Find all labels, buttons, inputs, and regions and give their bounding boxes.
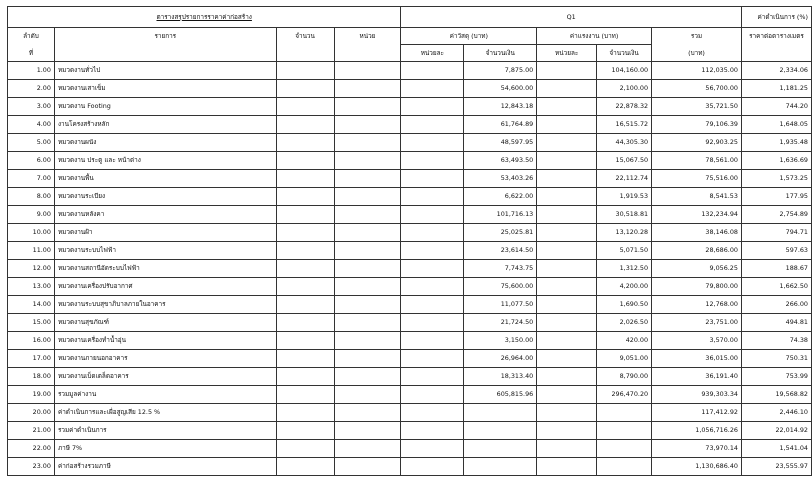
row-number: 19.00 xyxy=(8,386,55,404)
table-row xyxy=(8,314,812,332)
row-number: 1.00 xyxy=(8,62,55,80)
row-labor-amount: 1,690.50 xyxy=(597,296,652,314)
row-labor-unit-price xyxy=(537,188,597,206)
row-unit xyxy=(334,188,401,206)
row-unit xyxy=(334,206,401,224)
row-labor-amount: 4,200.00 xyxy=(597,278,652,296)
row-number: 8.00 xyxy=(8,188,55,206)
material-amount-header: จำนวนเงิน xyxy=(464,45,537,62)
row-per-sqm: 744.20 xyxy=(741,98,811,116)
row-material-unit-price xyxy=(401,116,464,134)
row-total: 75,516.00 xyxy=(652,170,742,188)
row-qty xyxy=(276,242,334,260)
row-unit xyxy=(334,80,401,98)
row-qty xyxy=(276,224,334,242)
row-per-sqm: 1,573.25 xyxy=(741,170,811,188)
row-per-sqm: 19,568.82 xyxy=(741,386,811,404)
row-material-amount: 21,724.50 xyxy=(464,314,537,332)
row-unit xyxy=(334,224,401,242)
row-number: 4.00 xyxy=(8,116,55,134)
row-qty xyxy=(276,98,334,116)
row-number: 3.00 xyxy=(8,98,55,116)
table-row xyxy=(8,224,812,242)
row-total: 56,700.00 xyxy=(652,80,742,98)
row-number: 10.00 xyxy=(8,224,55,242)
row-material-unit-price xyxy=(401,314,464,332)
row-number: 18.00 xyxy=(8,368,55,386)
row-total: 79,800.00 xyxy=(652,278,742,296)
table-row xyxy=(8,206,812,224)
row-qty xyxy=(276,296,334,314)
row-qty xyxy=(276,206,334,224)
row-total: 28,686.00 xyxy=(652,242,742,260)
table-row xyxy=(8,458,812,476)
row-material-unit-price xyxy=(401,368,464,386)
row-material-unit-price xyxy=(401,134,464,152)
row-qty xyxy=(276,422,334,440)
row-labor-amount xyxy=(597,404,652,422)
row-material-amount xyxy=(464,422,537,440)
row-material-unit-price xyxy=(401,440,464,458)
row-labor-amount: 16,515.72 xyxy=(597,116,652,134)
row-item: หมวดงานสุขภัณฑ์ xyxy=(54,314,276,332)
row-total: 132,234.94 xyxy=(652,206,742,224)
row-labor-unit-price xyxy=(537,422,597,440)
table-title: ตารางสรุปรายการราคาค่าก่อสร้าง xyxy=(8,7,401,28)
row-labor-amount: 2,100.00 xyxy=(597,80,652,98)
row-total: 78,561.00 xyxy=(652,152,742,170)
row-labor-amount: 44,305.30 xyxy=(597,134,652,152)
row-material-amount: 6,622.00 xyxy=(464,188,537,206)
material-unit-price-header: หน่วยละ xyxy=(401,45,464,62)
row-material-unit-price xyxy=(401,386,464,404)
row-material-unit-price xyxy=(401,206,464,224)
row-number: 16.00 xyxy=(8,332,55,350)
row-material-amount: 61,764.89 xyxy=(464,116,537,134)
row-total: 38,146.08 xyxy=(652,224,742,242)
row-number: 7.00 xyxy=(8,170,55,188)
row-labor-unit-price xyxy=(537,440,597,458)
row-qty xyxy=(276,350,334,368)
row-unit xyxy=(334,242,401,260)
row-unit xyxy=(334,422,401,440)
row-labor-unit-price xyxy=(537,278,597,296)
row-total: 35,721.50 xyxy=(652,98,742,116)
row-labor-unit-price xyxy=(537,368,597,386)
row-total: 112,035.00 xyxy=(652,62,742,80)
row-qty xyxy=(276,368,334,386)
row-labor-unit-price xyxy=(537,152,597,170)
row-material-amount: 25,025.81 xyxy=(464,224,537,242)
col-per-sqm-header-blank xyxy=(741,45,811,62)
row-per-sqm: 494.81 xyxy=(741,314,811,332)
row-number: 20.00 xyxy=(8,404,55,422)
table-row xyxy=(8,170,812,188)
row-total: 12,768.00 xyxy=(652,296,742,314)
row-total: 36,191.40 xyxy=(652,368,742,386)
row-number: 15.00 xyxy=(8,314,55,332)
row-qty xyxy=(276,116,334,134)
row-item: ภาษี 7% xyxy=(54,440,276,458)
table-row xyxy=(8,242,812,260)
row-material-amount: 101,716.13 xyxy=(464,206,537,224)
row-unit xyxy=(334,314,401,332)
row-item: หมวดงานระบบไฟฟ้า xyxy=(54,242,276,260)
table-row xyxy=(8,368,812,386)
row-labor-unit-price xyxy=(537,314,597,332)
row-item: หมวดงานภายนอกอาคาร xyxy=(54,350,276,368)
row-material-unit-price xyxy=(401,152,464,170)
row-unit xyxy=(334,116,401,134)
row-material-amount: 63,493.50 xyxy=(464,152,537,170)
row-labor-amount: 22,112.74 xyxy=(597,170,652,188)
row-per-sqm: 177.95 xyxy=(741,188,811,206)
row-number: 21.00 xyxy=(8,422,55,440)
row-labor-amount: 9,051.00 xyxy=(597,350,652,368)
row-material-amount xyxy=(464,458,537,476)
row-item: งานโครงสร้างหลัก xyxy=(54,116,276,134)
row-per-sqm: 1,648.05 xyxy=(741,116,811,134)
row-per-sqm: 74.38 xyxy=(741,332,811,350)
row-per-sqm: 188.67 xyxy=(741,260,811,278)
row-labor-amount xyxy=(597,458,652,476)
row-total: 1,056,716.26 xyxy=(652,422,742,440)
row-unit xyxy=(334,278,401,296)
row-material-unit-price xyxy=(401,260,464,278)
row-labor-amount: 13,120.28 xyxy=(597,224,652,242)
row-item: หมวดงานเครื่องทำน้ำอุ่น xyxy=(54,332,276,350)
row-number: 2.00 xyxy=(8,80,55,98)
row-labor-unit-price xyxy=(537,206,597,224)
row-qty xyxy=(276,458,334,476)
row-labor-unit-price xyxy=(537,458,597,476)
row-labor-unit-price xyxy=(537,386,597,404)
row-material-unit-price xyxy=(401,80,464,98)
row-labor-amount xyxy=(597,422,652,440)
row-number: 14.00 xyxy=(8,296,55,314)
row-number: 17.00 xyxy=(8,350,55,368)
row-item: หมวดงานระเบียง xyxy=(54,188,276,206)
row-total: 117,412.92 xyxy=(652,404,742,422)
table-row xyxy=(8,80,812,98)
row-labor-amount: 1,312.50 xyxy=(597,260,652,278)
row-labor-unit-price xyxy=(537,260,597,278)
row-labor-unit-price xyxy=(537,62,597,80)
col-material-header: ค่าวัสดุ (บาท) xyxy=(401,28,537,45)
row-item: หมวดงานหลังคา xyxy=(54,206,276,224)
row-material-unit-price xyxy=(401,422,464,440)
row-labor-unit-price xyxy=(537,242,597,260)
row-unit xyxy=(334,134,401,152)
row-unit xyxy=(334,332,401,350)
table-row xyxy=(8,134,812,152)
row-labor-amount: 8,790.00 xyxy=(597,368,652,386)
row-item: หมวดงานพื้น xyxy=(54,170,276,188)
row-total: 36,015.00 xyxy=(652,350,742,368)
row-item: หมวดงานระบบสุขาภิบาลภายในอาคาร xyxy=(54,296,276,314)
table-row xyxy=(8,152,812,170)
row-total: 23,751.00 xyxy=(652,314,742,332)
row-labor-unit-price xyxy=(537,80,597,98)
row-unit xyxy=(334,170,401,188)
row-material-amount: 11,077.50 xyxy=(464,296,537,314)
row-per-sqm: 1,541.04 xyxy=(741,440,811,458)
row-item: หมวดงาน Footing xyxy=(54,98,276,116)
row-number: 5.00 xyxy=(8,134,55,152)
row-per-sqm: 1,935.48 xyxy=(741,134,811,152)
row-qty xyxy=(276,386,334,404)
row-labor-amount: 22,878.32 xyxy=(597,98,652,116)
cost-summary-table xyxy=(7,6,812,476)
row-material-unit-price xyxy=(401,332,464,350)
row-item: รวมมูลค่างาน xyxy=(54,386,276,404)
row-material-amount: 53,403.26 xyxy=(464,170,537,188)
row-unit xyxy=(334,350,401,368)
col-labor-header: ค่าแรงงาน (บาท) xyxy=(537,28,652,45)
row-qty xyxy=(276,404,334,422)
row-qty xyxy=(276,170,334,188)
col-no-header: ลำดับ xyxy=(8,28,55,45)
row-labor-amount xyxy=(597,440,652,458)
labor-unit-price-header: หน่วยละ xyxy=(537,45,597,62)
row-unit xyxy=(334,458,401,476)
row-labor-unit-price xyxy=(537,296,597,314)
row-qty xyxy=(276,80,334,98)
table-row xyxy=(8,98,812,116)
row-material-unit-price xyxy=(401,62,464,80)
row-material-amount: 26,964.00 xyxy=(464,350,537,368)
row-unit xyxy=(334,62,401,80)
row-qty xyxy=(276,62,334,80)
period-header: Q1 xyxy=(401,7,742,28)
row-number: 13.00 xyxy=(8,278,55,296)
row-item: หมวดงาน ประตู และ หน้าต่าง xyxy=(54,152,276,170)
col-total-header: รวม xyxy=(652,28,742,45)
row-labor-unit-price xyxy=(537,98,597,116)
row-per-sqm: 794.71 xyxy=(741,224,811,242)
row-material-unit-price xyxy=(401,98,464,116)
row-labor-amount: 296,470.20 xyxy=(597,386,652,404)
row-material-amount: 75,600.00 xyxy=(464,278,537,296)
row-material-unit-price xyxy=(401,170,464,188)
row-per-sqm: 1,662.50 xyxy=(741,278,811,296)
row-item: หมวดงานเสาเข็ม xyxy=(54,80,276,98)
row-labor-amount: 1,919.53 xyxy=(597,188,652,206)
table-row xyxy=(8,386,812,404)
row-material-amount: 48,597.95 xyxy=(464,134,537,152)
table-row xyxy=(8,440,812,458)
table-row xyxy=(8,332,812,350)
table-row xyxy=(8,116,812,134)
table-row xyxy=(8,422,812,440)
row-per-sqm: 753.99 xyxy=(741,368,811,386)
row-total: 8,541.53 xyxy=(652,188,742,206)
row-labor-amount: 5,071.50 xyxy=(597,242,652,260)
row-labor-unit-price xyxy=(537,134,597,152)
row-qty xyxy=(276,188,334,206)
row-qty xyxy=(276,332,334,350)
row-labor-amount: 420.00 xyxy=(597,332,652,350)
col-total-unit-header: (บาท) xyxy=(652,45,742,62)
row-unit xyxy=(334,440,401,458)
row-qty xyxy=(276,278,334,296)
row-material-unit-price xyxy=(401,242,464,260)
cost-percent-header: ค่าดำเนินการ (%) xyxy=(741,7,811,28)
col-unit-header-blank xyxy=(334,45,401,62)
row-item: หมวดงานสถานีอัดระบบไฟฟ้า xyxy=(54,260,276,278)
row-qty xyxy=(276,134,334,152)
row-material-amount xyxy=(464,404,537,422)
row-material-amount: 23,614.50 xyxy=(464,242,537,260)
row-total: 1,130,686.40 xyxy=(652,458,742,476)
row-number: 6.00 xyxy=(8,152,55,170)
table-row xyxy=(8,404,812,422)
row-material-amount: 3,150.00 xyxy=(464,332,537,350)
col-item-header-blank xyxy=(54,45,276,62)
row-per-sqm: 597.63 xyxy=(741,242,811,260)
row-per-sqm: 2,446.10 xyxy=(741,404,811,422)
row-unit xyxy=(334,368,401,386)
row-labor-unit-price xyxy=(537,224,597,242)
row-labor-amount: 104,160.00 xyxy=(597,62,652,80)
row-item: หมวดงานผนัง xyxy=(54,134,276,152)
row-material-unit-price xyxy=(401,350,464,368)
row-qty xyxy=(276,440,334,458)
row-total: 73,970.14 xyxy=(652,440,742,458)
row-qty xyxy=(276,260,334,278)
row-per-sqm: 2,334.06 xyxy=(741,62,811,80)
row-item: หมวดงานฝ้า xyxy=(54,224,276,242)
row-number: 12.00 xyxy=(8,260,55,278)
row-labor-amount: 15,067.50 xyxy=(597,152,652,170)
row-per-sqm: 1,181.25 xyxy=(741,80,811,98)
col-qty-header: จำนวน xyxy=(276,28,334,45)
row-labor-unit-price xyxy=(537,116,597,134)
row-number: 22.00 xyxy=(8,440,55,458)
row-per-sqm: 23,555.97 xyxy=(741,458,811,476)
row-labor-amount: 30,518.81 xyxy=(597,206,652,224)
col-unit-header: หน่วย xyxy=(334,28,401,45)
row-per-sqm: 22,014.92 xyxy=(741,422,811,440)
row-total: 9,056.25 xyxy=(652,260,742,278)
table-row xyxy=(8,350,812,368)
row-total: 79,106.39 xyxy=(652,116,742,134)
row-item: หมวดงานเบ็ดเตล็ดอาคาร xyxy=(54,368,276,386)
row-unit xyxy=(334,152,401,170)
row-material-unit-price xyxy=(401,458,464,476)
row-number: 11.00 xyxy=(8,242,55,260)
row-labor-unit-price xyxy=(537,404,597,422)
row-qty xyxy=(276,314,334,332)
table-row xyxy=(8,296,812,314)
row-labor-unit-price xyxy=(537,350,597,368)
row-material-unit-price xyxy=(401,404,464,422)
row-item: หมวดงานทั่วไป xyxy=(54,62,276,80)
row-labor-unit-price xyxy=(537,170,597,188)
row-unit xyxy=(334,98,401,116)
col-per-sqm-header: ราคาต่อตารางเมตร xyxy=(741,28,811,45)
row-item: ค่าดำเนินการและเผื่อสูญเสีย 12.5 % xyxy=(54,404,276,422)
table-row xyxy=(8,188,812,206)
row-per-sqm: 2,754.89 xyxy=(741,206,811,224)
row-unit xyxy=(334,404,401,422)
row-material-amount xyxy=(464,440,537,458)
row-item: หมวดงานเครื่องปรับอากาศ xyxy=(54,278,276,296)
row-material-unit-price xyxy=(401,296,464,314)
row-material-amount: 7,875.00 xyxy=(464,62,537,80)
row-labor-amount: 2,026.50 xyxy=(597,314,652,332)
row-material-unit-price xyxy=(401,188,464,206)
row-qty xyxy=(276,152,334,170)
row-total: 3,570.00 xyxy=(652,332,742,350)
col-item-header: รายการ xyxy=(54,28,276,45)
table-row xyxy=(8,260,812,278)
row-material-amount: 7,743.75 xyxy=(464,260,537,278)
row-number: 23.00 xyxy=(8,458,55,476)
row-per-sqm: 1,636.69 xyxy=(741,152,811,170)
row-item: ค่าก่อสร้างรวมภาษี xyxy=(54,458,276,476)
row-material-unit-price xyxy=(401,224,464,242)
row-per-sqm: 750.31 xyxy=(741,350,811,368)
row-unit xyxy=(334,296,401,314)
col-qty-header-blank xyxy=(276,45,334,62)
col-no-header-2: ที่ xyxy=(8,45,55,62)
row-material-amount: 18,313.40 xyxy=(464,368,537,386)
row-item: รวมค่าดำเนินการ xyxy=(54,422,276,440)
row-material-unit-price xyxy=(401,278,464,296)
row-labor-unit-price xyxy=(537,332,597,350)
row-total: 939,303.34 xyxy=(652,386,742,404)
row-number: 9.00 xyxy=(8,206,55,224)
row-unit xyxy=(334,260,401,278)
row-material-amount: 12,843.18 xyxy=(464,98,537,116)
row-per-sqm: 266.00 xyxy=(741,296,811,314)
labor-amount-header: จำนวนเงิน xyxy=(597,45,652,62)
table-row xyxy=(8,278,812,296)
row-material-amount: 605,815.96 xyxy=(464,386,537,404)
row-total: 92,903.25 xyxy=(652,134,742,152)
row-unit xyxy=(334,386,401,404)
table-row xyxy=(8,62,812,80)
row-material-amount: 54,600.00 xyxy=(464,80,537,98)
